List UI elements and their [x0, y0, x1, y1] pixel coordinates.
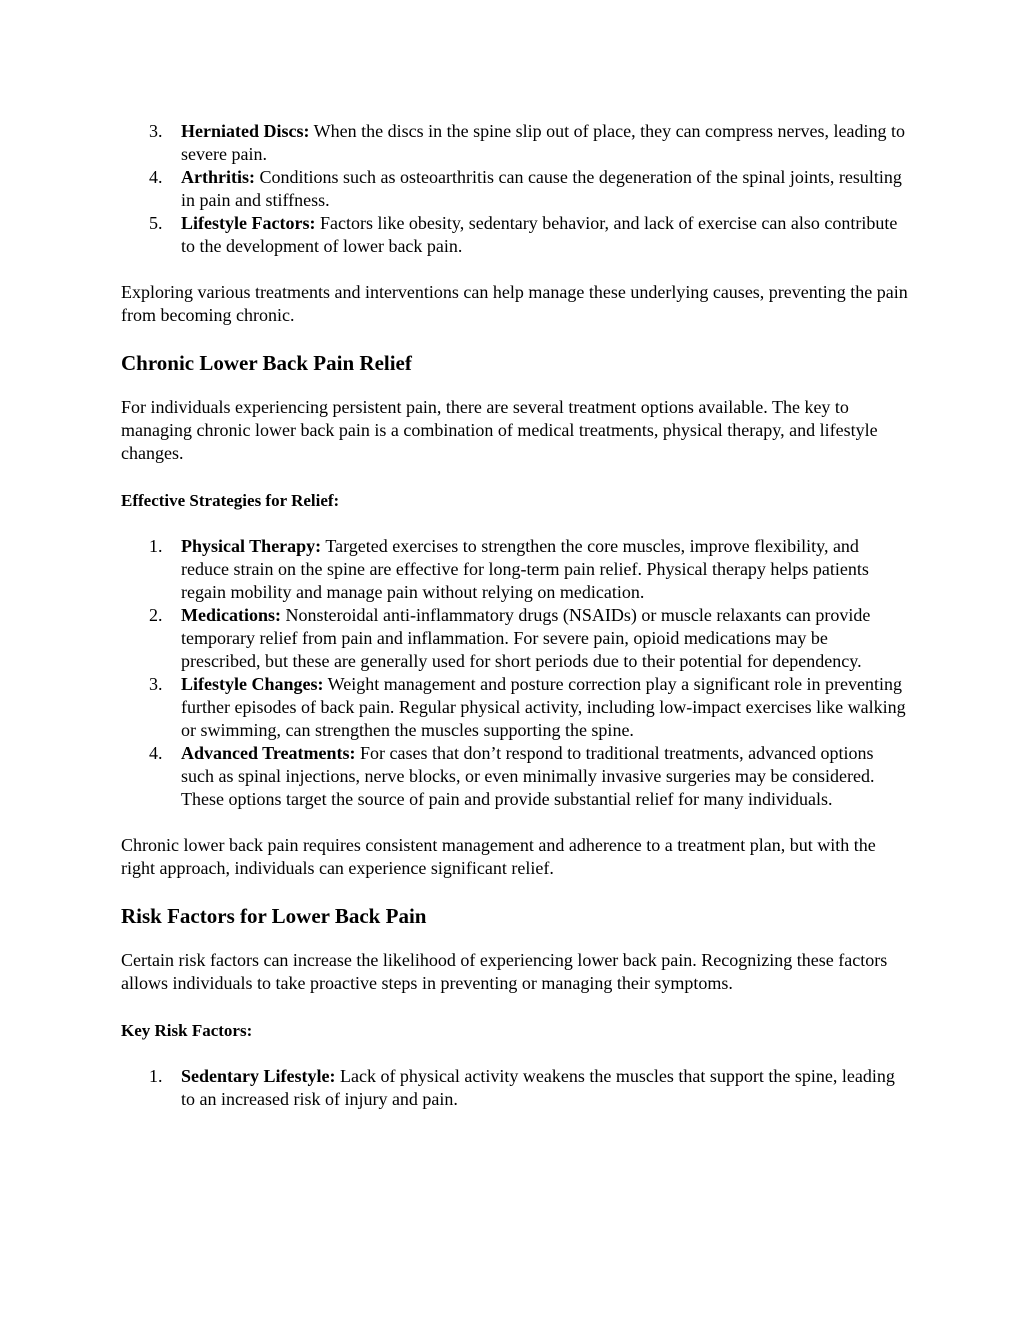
- causes-paragraph: Exploring various treatments and interventions can help manage these underlying causes, preventing the pain from becoming chronic.: [121, 282, 908, 325]
- causes-list: [121, 120, 911, 258]
- list-term: Physical Therapy:: [181, 536, 322, 556]
- list-item: [121, 166, 911, 212]
- document-page: [121, 120, 911, 1111]
- list-number: 1.: [149, 1066, 163, 1086]
- list-term: Lifestyle Changes:: [181, 674, 324, 694]
- list-term: Medications:: [181, 605, 281, 625]
- list-number: 1.: [149, 536, 163, 556]
- list-text: Targeted exercises to strengthen the core muscles, improve flexibility, and reduce strain on the spine are effective for long-term pain relief. Physical therapy helps patients regain mobility and manage pain without relying on medication.: [181, 536, 869, 602]
- risk-list: [121, 1065, 911, 1111]
- list-item: [121, 120, 911, 166]
- relief-closing: Chronic lower back pain requires consistent management and adherence to a treatment plan, but with the right approach, individuals can experience significant relief.: [121, 835, 876, 878]
- risk-intro: Certain risk factors can increase the likelihood of experiencing lower back pain. Recognizing these factors allows individuals to take proactive steps in preventing or managing their symptoms.: [121, 950, 888, 993]
- list-item: [121, 604, 911, 673]
- list-number: 5.: [149, 213, 163, 233]
- list-number: 2.: [149, 605, 163, 625]
- list-text: Weight management and posture correction play a significant role in preventing further episodes of back pain. Regular physical activity, including low-impact exercises like walking or swimming, can strengthen the muscles supporting the spine.: [181, 674, 906, 740]
- relief-intro: For individuals experiencing persistent pain, there are several treatment options available. The key to managing chronic lower back pain is a combination of medical treatments, physical therapy, and lifestyle changes.: [121, 397, 878, 463]
- risk-heading: Risk Factors for Lower Back Pain: [121, 904, 427, 928]
- list-term: Sedentary Lifestyle:: [181, 1066, 336, 1086]
- list-text: Conditions such as osteoarthritis can cause the degeneration of the spinal joints, resulting in pain and stiffness.: [181, 167, 902, 210]
- list-term: Advanced Treatments:: [181, 743, 356, 763]
- list-term: Herniated Discs:: [181, 121, 310, 141]
- risk-subheading: Key Risk Factors:: [121, 1021, 253, 1040]
- list-text: Factors like obesity, sedentary behavior, and lack of exercise can also contribute to the development of lower back pain.: [181, 213, 898, 256]
- list-item: [121, 535, 911, 604]
- relief-list: [121, 535, 911, 811]
- list-text: When the discs in the spine slip out of place, they can compress nerves, leading to severe pain.: [181, 121, 905, 164]
- list-text: For cases that don’t respond to traditional treatments, advanced options such as spinal injections, nerve blocks, or even minimally invasive surgeries may be considered. These options target the source of pain and provide substantial relief for many individuals.: [181, 743, 875, 809]
- list-item: [121, 673, 911, 742]
- list-item: [121, 742, 911, 811]
- list-term: Lifestyle Factors:: [181, 213, 316, 233]
- list-number: 3.: [149, 121, 163, 141]
- relief-subheading: Effective Strategies for Relief:: [121, 491, 340, 510]
- list-item: [121, 212, 911, 258]
- list-term: Arthritis:: [181, 167, 255, 187]
- list-number: 4.: [149, 743, 163, 763]
- list-number: 4.: [149, 167, 163, 187]
- list-number: 3.: [149, 674, 163, 694]
- list-text: Nonsteroidal anti-inflammatory drugs (NSAIDs) or muscle relaxants can provide temporary relief from pain and inflammation. For severe pain, opioid medications may be prescribed, but these are generally used for short periods due to their potential for dependency.: [181, 605, 871, 671]
- list-text: Lack of physical activity weakens the muscles that support the spine, leading to an increased risk of injury and pain.: [181, 1066, 895, 1109]
- list-item: [121, 1065, 911, 1111]
- relief-heading: Chronic Lower Back Pain Relief: [121, 351, 412, 375]
